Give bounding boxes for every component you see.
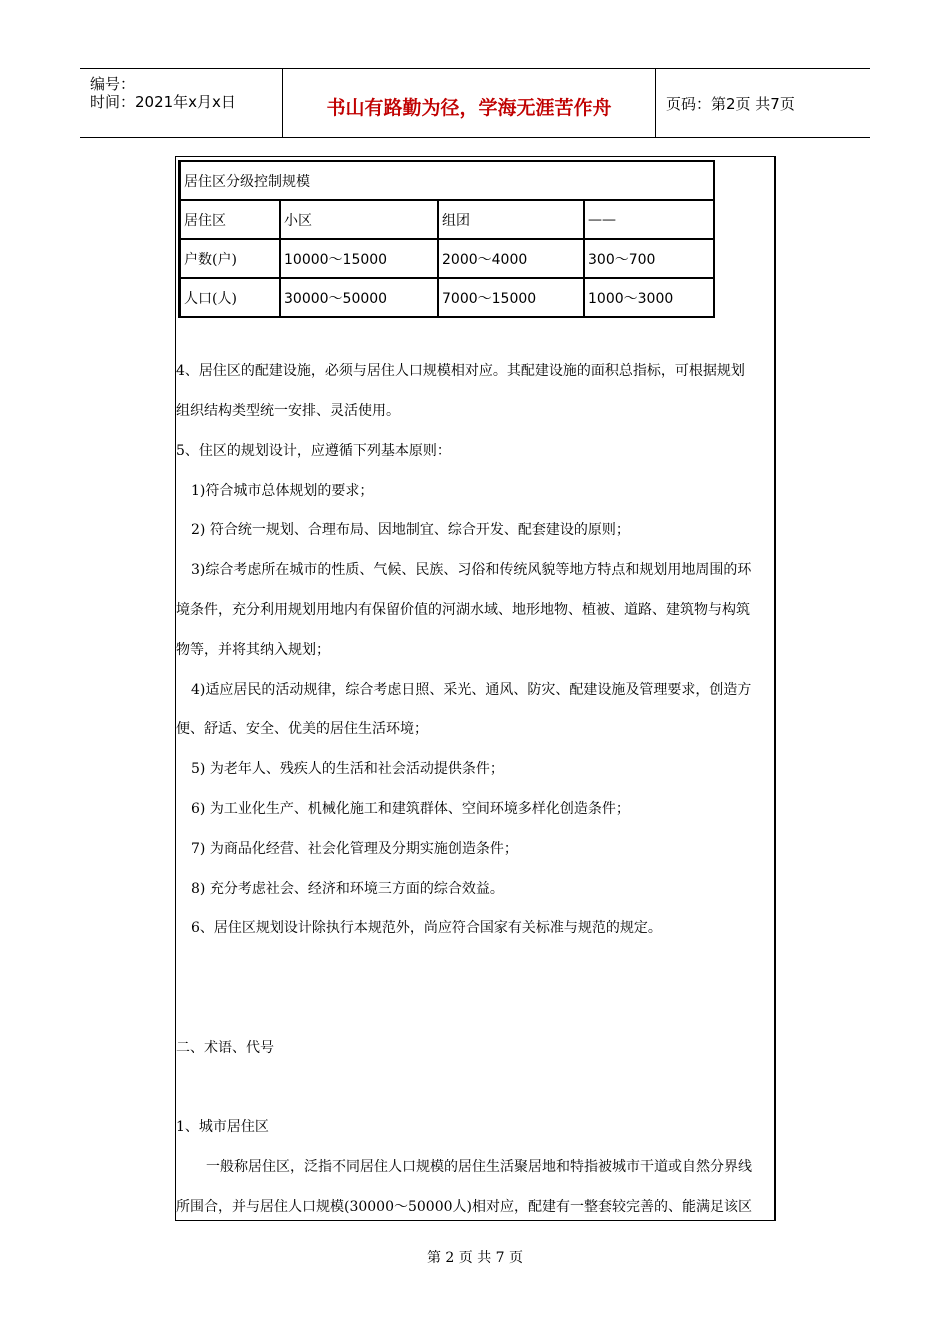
principle-3-line-3: 物等，并将其纳入规划；	[176, 642, 330, 658]
table-cell: 2000～4000	[438, 239, 584, 278]
header-meta-cell	[80, 69, 283, 137]
table-cell: 10000～15000	[280, 239, 438, 278]
principle-3-line-2: 境条件，充分利用规划用地内有保留价值的河湖水域、地形地物、植被、道路、建筑物与构筑	[176, 602, 750, 618]
time-label: 时间：2021年x月x日	[90, 93, 236, 111]
scale-control-table	[178, 160, 715, 318]
term-heading: 1、城市居住区	[176, 1119, 269, 1135]
page-label: 页码：第2页 共7页	[666, 95, 795, 113]
table-cell: 人口(人)	[180, 278, 280, 317]
table-cell: ——	[584, 200, 714, 239]
paragraph-4-line-2: 组织结构类型统一安排、灵活使用。	[176, 403, 400, 419]
table-cell: 1000～3000	[584, 278, 714, 317]
table-cell: 300～700	[584, 239, 714, 278]
page-footer: 第 2 页 共 7 页	[426, 1250, 524, 1266]
table-row	[180, 200, 714, 239]
table-row	[180, 239, 714, 278]
principle-2: 2) 符合统一规划、合理布局、因地制宜、综合开发、配套建设的原则；	[191, 522, 630, 538]
header-page-cell	[656, 69, 870, 137]
principle-1: 1)符合城市总体规划的要求；	[191, 483, 374, 499]
header-motto-cell	[283, 69, 656, 137]
principle-8: 8) 充分考虑社会、经济和环境三方面的综合效益。	[191, 881, 504, 897]
definition-line-1: 一般称居住区，泛指不同居住人口规模的居住生活聚居地和特指被城市干道或自然分界线	[206, 1159, 752, 1175]
paragraph-4-line-1: 4、居住区的配建设施，必须与居住人口规模相对应。其配建设施的面积总指标，可根据规划	[176, 363, 745, 379]
paragraph-5: 5、住区的规划设计，应遵循下列基本原则：	[176, 443, 451, 459]
paragraph-6: 6、居住区规划设计除执行本规范外，尚应符合国家有关标准与规范的规定。	[191, 920, 662, 936]
table-cell: 组团	[438, 200, 584, 239]
table-cell: 小区	[280, 200, 438, 239]
principle-5: 5) 为老年人、残疾人的生活和社会活动提供条件；	[191, 761, 504, 777]
page-header	[80, 68, 870, 138]
table-cell: 户数(户)	[180, 239, 280, 278]
table-row	[180, 161, 714, 200]
number-label: 编号：	[90, 75, 136, 93]
principle-6: 6) 为工业化生产、机械化施工和建筑群体、空间环境多样化创造条件；	[191, 801, 630, 817]
section-heading: 二、术语、代号	[176, 1040, 274, 1056]
motto: 书山有路勤为径，学海无涯苦作舟	[326, 97, 612, 119]
table-cell: 7000～15000	[438, 278, 584, 317]
definition-line-2: 所围合，并与居住人口规模(30000～50000人)相对应，配建有一整套较完善的、能满足该区	[176, 1199, 752, 1215]
table-cell: 30000～50000	[280, 278, 438, 317]
table-row	[180, 278, 714, 317]
principle-4-line-2: 便、舒适、安全、优美的居住生活环境；	[176, 721, 428, 737]
table-title: 居住区分级控制规模	[180, 161, 714, 200]
principle-3-line-1: 3)综合考虑所在城市的性质、气候、民族、习俗和传统风貌等地方特点和规划用地周围的环	[191, 562, 752, 578]
principle-4-line-1: 4)适应居民的活动规律，综合考虑日照、采光、通风、防灾、配建设施及管理要求，创造方	[191, 682, 752, 698]
table-cell: 居住区	[180, 200, 280, 239]
principle-7: 7) 为商品化经营、社会化管理及分期实施创造条件；	[191, 841, 518, 857]
